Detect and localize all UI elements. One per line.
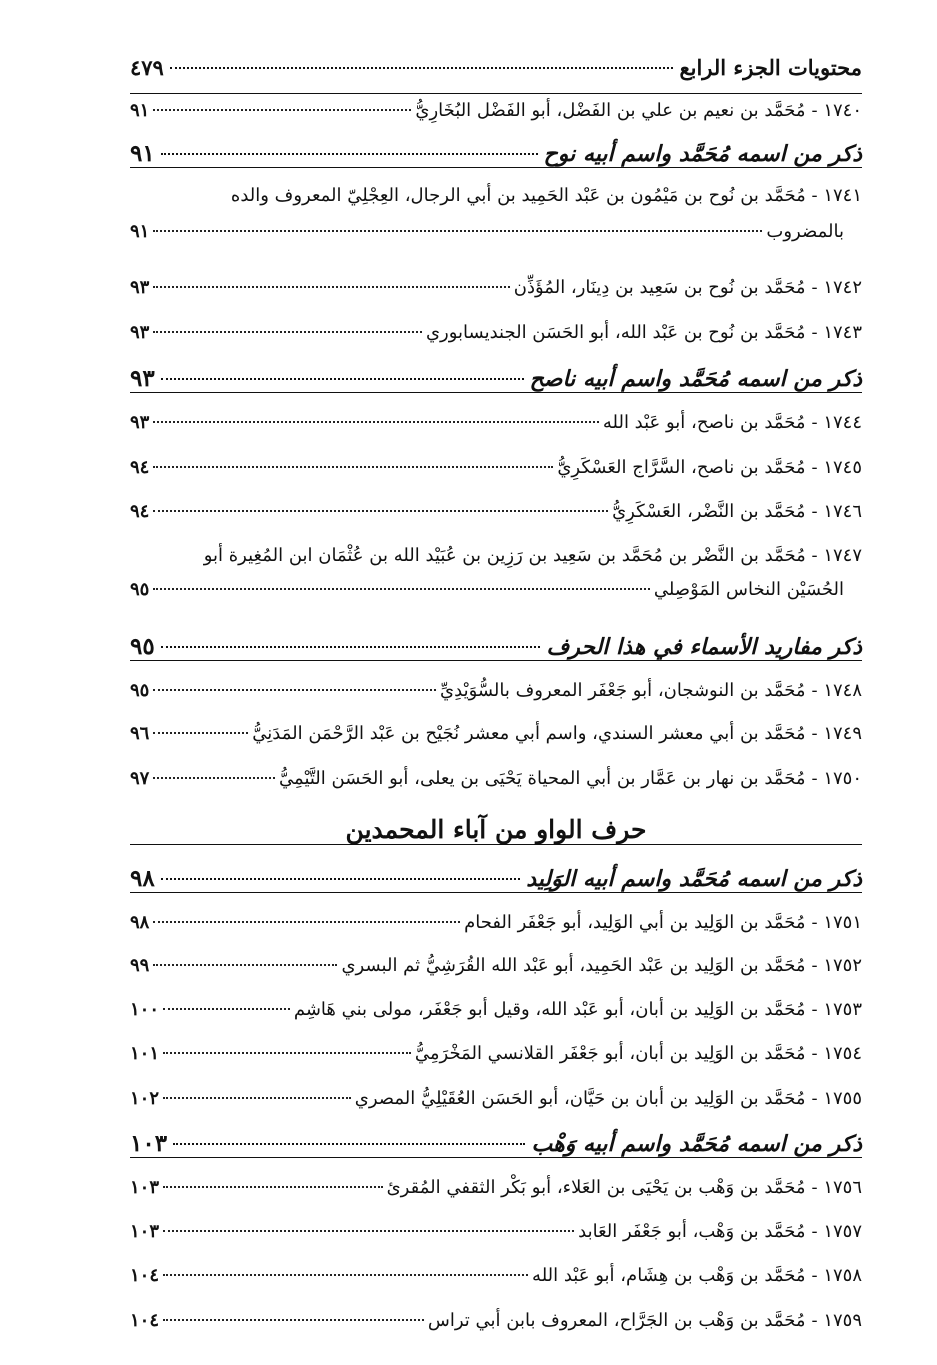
entry-number: ١٧٥٤ -	[811, 1043, 862, 1064]
entry-page-number: ١٠٣	[130, 1221, 160, 1242]
entry-number: ١٧٥٣ -	[811, 999, 862, 1020]
entry-text-continued: الحُسَيْن النخاس المَوْصِلي	[653, 578, 844, 600]
entry-page-number: ٩٩	[130, 955, 150, 976]
dot-leader	[163, 1274, 528, 1276]
dot-leader	[161, 378, 524, 380]
dot-leader	[153, 109, 411, 111]
toc-entry	[130, 322, 862, 344]
toc-entry	[130, 723, 862, 745]
dot-leader	[153, 732, 248, 734]
entry-text: مُحَمَّد بن وَهْب بن يَحْيَى بن العَلاء، أبو بَكْر الثقفي المُقرئ	[386, 1177, 806, 1198]
header-title: محتويات الجزء الرابع	[679, 55, 862, 80]
running-header	[130, 55, 862, 94]
entry-number: ١٧٥٩ -	[811, 1310, 862, 1331]
entry-number: ١٧٤٦ -	[811, 501, 862, 522]
entry-text: مُحَمَّد بن وَهْب بن الجَرَّاح، المعروف بابن أبي تراس	[427, 1310, 806, 1331]
entry-page-number: ٩٧	[130, 768, 150, 789]
section-page-number: ٩٣	[130, 365, 155, 392]
entry-text-continued: بالمضروب	[766, 220, 844, 242]
entry-text: مُحَمَّد بن نُوح بن عَبْد الله، أبو الحَسَن الجنديسابوري	[425, 322, 806, 343]
entry-number: ١٧٤٠ -	[811, 100, 862, 121]
toc-entry	[130, 457, 862, 479]
toc-entry	[130, 955, 862, 977]
entry-text: مُحَمَّد بن ناصح، أبو عَبْد الله	[602, 412, 806, 433]
chapter-heading	[130, 815, 862, 845]
entry-text: مُحَمَّد بن نُوح بن سَعِيد بن دِينَار، المُؤَذِّن	[513, 277, 806, 298]
section-title: ذكر من اسمه مُحَمَّد واسم أبيه ناصح	[529, 366, 862, 392]
entry-text: مُحَمَّد بن وَهْب بن هِشَام، أبو عَبْد الله	[532, 1265, 806, 1286]
entry-number: ١٧٥١ -	[811, 912, 862, 933]
entry-page-number: ٩٨	[130, 912, 150, 933]
header-page-number: ٤٧٩	[130, 55, 164, 80]
entry-number: ١٧٤١ -	[811, 185, 862, 206]
dot-leader	[163, 1097, 351, 1099]
toc-entry	[130, 185, 862, 242]
entry-text: مُحَمَّد بن نُوح بن مَيْمُون بن عَبْد الحَمِيد بن أبي الرجال، العِجْلِيّ المعروف والده	[230, 185, 806, 206]
entry-text: مُحَمَّد بن الوَلِيد بن عَبْد الحَمِيد، أبو عَبْد الله القُرَشِيُّ ثم البسري	[341, 955, 806, 976]
entry-number: ١٧٥٠ -	[811, 768, 862, 789]
entry-text: مُحَمَّد بن أبي معشر السندي، واسم أبي معشر نُجَيْح بن عَبْد الرَّحْمَن المَدَنِيُّ	[252, 723, 806, 744]
section-page-number: ٩٨	[130, 865, 155, 892]
dot-leader	[163, 1186, 383, 1188]
entry-page-number: ٩٦	[130, 723, 150, 744]
dot-leader	[153, 964, 337, 966]
dot-leader	[163, 1230, 574, 1232]
section-heading	[130, 633, 862, 661]
entry-number: ١٧٤٨ -	[811, 680, 862, 701]
section-heading	[130, 365, 862, 393]
dot-leader	[161, 153, 538, 155]
section-title: ذكر مفاريد الأسماء في هذا الحرف	[546, 634, 862, 660]
dot-leader	[153, 286, 509, 288]
dot-leader	[153, 689, 436, 691]
entry-text: مُحَمَّد بن الوَلِيد بن أبي الوَلِيد، أبو جَعْفَر الفحام	[464, 912, 806, 933]
section-page-number: ٩٥	[130, 633, 155, 660]
entry-page-number: ٩٥	[130, 578, 150, 600]
entry-number: ١٧٥٨ -	[811, 1265, 862, 1286]
entry-number: ١٧٥٧ -	[811, 1221, 862, 1242]
toc-entry	[130, 277, 862, 299]
entry-page-number: ١٠٤	[130, 1265, 160, 1286]
section-title: ذكر من اسمه مُحَمَّد واسم أبيه نوح	[543, 141, 862, 167]
entry-page-number: ١٠٠	[130, 999, 160, 1020]
entry-page-number: ٩١	[130, 100, 150, 121]
section-page-number: ٩١	[130, 140, 155, 167]
dot-leader	[173, 1143, 525, 1145]
dot-leader	[153, 331, 422, 333]
toc-entry	[130, 100, 862, 122]
toc-entry	[130, 412, 862, 434]
section-heading	[130, 865, 862, 893]
entry-page-number: ٩٥	[130, 680, 150, 701]
dot-leader	[161, 878, 521, 880]
entry-number: ١٧٤٧ -	[811, 545, 862, 566]
entry-number: ١٧٥٦ -	[811, 1177, 862, 1198]
section-title: ذكر من اسمه مُحَمَّد واسم أبيه الوَلِيد	[526, 866, 862, 892]
chapter-title: حرف الواو من آباء المحمدين	[130, 815, 862, 845]
entry-text: مُحَمَّد بن الوَلِيد بن أبان، أبو جَعْفَر القلانسي المَخْرَمِيُّ	[414, 1043, 806, 1064]
entry-text: مُحَمَّد بن نهار بن عَمَّار بن أبي المحياة يَحْيَى بن يعلى، أبو الحَسَن التَّيْمِيُّ	[279, 768, 806, 789]
dot-leader	[153, 921, 460, 923]
toc-entry	[130, 545, 862, 600]
dot-leader	[153, 588, 649, 590]
entry-text: مُحَمَّد بن وَهْب، أبو جَعْفَر العَابد	[578, 1221, 806, 1242]
toc-entry	[130, 680, 862, 702]
dot-leader	[153, 777, 275, 779]
entry-text: مُحَمَّد بن نعيم بن علي بن الفَضْل، أبو الفَضْل البُخَارِيُّ	[415, 100, 806, 121]
toc-entry	[130, 1310, 862, 1332]
entry-text: مُحَمَّد بن النوشجان، أبو جَعْفَر المعروف بالسُّوَيْدِيِّ	[440, 680, 806, 701]
entry-page-number: ٩٣	[130, 322, 150, 343]
dot-leader	[163, 1319, 424, 1321]
dot-leader	[170, 67, 674, 69]
toc-entry	[130, 1177, 862, 1199]
section-page-number: ١٠٣	[130, 1130, 168, 1157]
entry-page-number: ١٠٣	[130, 1177, 160, 1198]
toc-entry	[130, 1043, 862, 1065]
toc-entry	[130, 1265, 862, 1287]
entry-text: مُحَمَّد بن الوَلِيد بن أبان بن حَيَّان، أبو الحَسَن العُقَيْلِيُّ المصري	[354, 1088, 806, 1109]
section-heading	[130, 1130, 862, 1158]
entry-text: مُحَمَّد بن النَّضْر بن مُحَمَّد بن سَعِيد بن رَزِين بن عُبَيْد الله بن عُثْمَان ابن المُغِيرة أبو	[203, 545, 806, 566]
toc-entry	[130, 912, 862, 934]
toc-entry	[130, 1221, 862, 1243]
entry-page-number: ١٠١	[130, 1043, 160, 1064]
entry-text: مُحَمَّد بن ناصح، السَّرَّاج العَسْكَرِيُّ	[557, 457, 806, 478]
dot-leader	[153, 230, 762, 232]
dot-leader	[153, 510, 608, 512]
entry-page-number: ٩٤	[130, 501, 150, 522]
entry-number: ١٧٤٥ -	[811, 457, 862, 478]
toc-entry	[130, 768, 862, 790]
dot-leader	[161, 646, 541, 648]
entry-page-number: ٩٤	[130, 457, 150, 478]
entry-number: ١٧٤٩ -	[811, 723, 862, 744]
dot-leader	[163, 1008, 290, 1010]
section-title: ذكر من اسمه مُحَمَّد واسم أبيه وَهْب	[531, 1131, 862, 1157]
toc-entry	[130, 999, 862, 1021]
entry-text: مُحَمَّد بن النَّضْر، العَسْكَرِيُّ	[612, 501, 806, 522]
section-heading	[130, 140, 862, 168]
entry-number: ١٧٤٣ -	[811, 322, 862, 343]
entry-page-number: ٩٣	[130, 277, 150, 298]
entry-number: ١٧٤٢ -	[811, 277, 862, 298]
toc-entry	[130, 501, 862, 523]
dot-leader	[163, 1052, 411, 1054]
entry-page-number: ١٠٤	[130, 1310, 160, 1331]
entry-number: ١٧٥٥ -	[811, 1088, 862, 1109]
toc-entry	[130, 1088, 862, 1110]
entry-page-number: ٩٣	[130, 412, 150, 433]
entry-number: ١٧٤٤ -	[811, 412, 862, 433]
dot-leader	[153, 421, 599, 423]
entry-page-number: ١٠٢	[130, 1088, 160, 1109]
entry-number: ١٧٥٢ -	[811, 955, 862, 976]
dot-leader	[153, 466, 553, 468]
entry-text: مُحَمَّد بن الوَلِيد بن أبان، أبو عَبْد الله، وقيل أبو جَعْفَر، مولى بني هَاشِم	[293, 999, 806, 1020]
entry-page-number: ٩١	[130, 220, 150, 242]
